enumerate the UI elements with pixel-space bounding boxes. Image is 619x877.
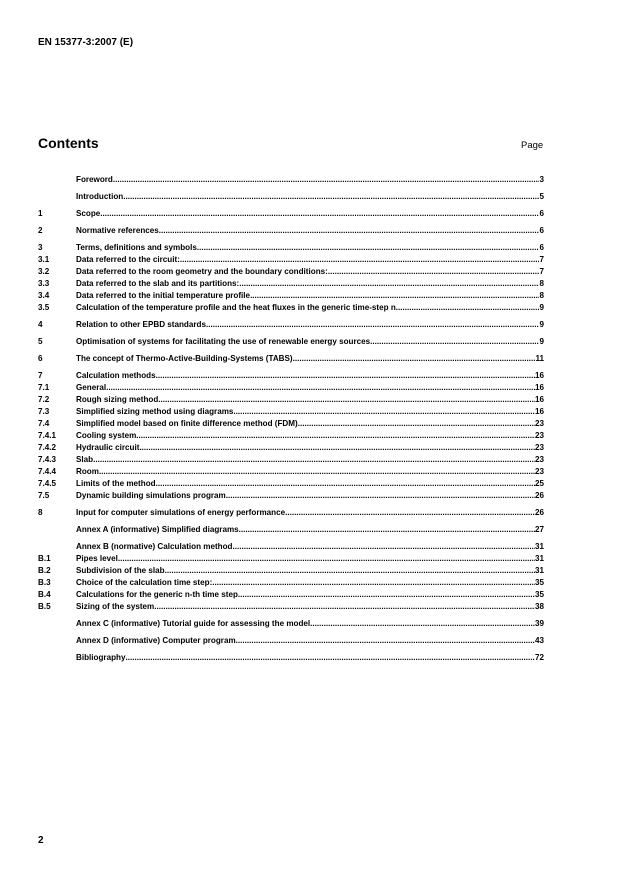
toc-dot-leader (139, 442, 535, 454)
toc-entry[interactable] (38, 478, 544, 490)
toc-entry-number: 2 (38, 226, 43, 235)
toc-dot-leader (310, 618, 535, 630)
toc-entry-page: 72 (534, 653, 544, 662)
toc-entry-title: Optimisation of systems for facilitating the use of renewable energy sources (76, 337, 371, 346)
toc-entry-number: 3.2 (38, 267, 50, 276)
toc-dot-leader (396, 302, 540, 314)
toc-entry-number: B.5 (38, 602, 51, 611)
toc-dot-leader (236, 635, 535, 647)
toc-entry[interactable] (38, 336, 544, 348)
toc-entry[interactable] (38, 442, 544, 454)
toc-entry-number: 7.4.3 (38, 455, 57, 464)
toc-entry[interactable] (38, 254, 544, 266)
toc-entry[interactable] (38, 191, 544, 203)
toc-entry[interactable] (38, 353, 544, 365)
toc-entry-title: Relation to other EPBD standards (76, 320, 206, 329)
toc-entry-number: 7.3 (38, 407, 50, 416)
toc-entry-title: Terms, definitions and symbols (76, 243, 197, 252)
toc-entry[interactable] (38, 541, 544, 553)
toc-dot-leader (370, 336, 539, 348)
toc-entry-title: Calculation methods (76, 371, 156, 380)
table-of-contents (38, 174, 544, 664)
toc-dot-leader (212, 577, 535, 589)
toc-dot-leader (239, 524, 535, 536)
toc-entry-title: Introduction (76, 192, 124, 201)
toc-entry-page: 6 (539, 209, 544, 218)
toc-entry-title: Annex D (informative) Computer program (76, 636, 236, 645)
toc-entry[interactable] (38, 418, 544, 430)
toc-dot-leader (106, 382, 535, 394)
toc-dot-leader (238, 589, 535, 601)
toc-entry-title: Simplified sizing method using diagrams (76, 407, 234, 416)
toc-entry[interactable] (38, 454, 544, 466)
toc-dot-leader (113, 174, 540, 186)
toc-entry[interactable] (38, 601, 544, 613)
toc-entry-page: 8 (539, 279, 544, 288)
toc-entry-number: 7.4.4 (38, 467, 57, 476)
toc-entry-number: 3.4 (38, 291, 50, 300)
toc-entry-page: 43 (534, 636, 544, 645)
toc-entry-number: 3.3 (38, 279, 50, 288)
toc-dot-leader (293, 353, 536, 365)
toc-entry-title: Calculations for the generic n-th time step (76, 590, 238, 599)
toc-entry-page: 16 (534, 383, 544, 392)
toc-entry[interactable] (38, 589, 544, 601)
toc-entry-number: 7.4.1 (38, 431, 57, 440)
toc-entry[interactable] (38, 290, 544, 302)
toc-entry-title: Hydraulic circuit (76, 443, 140, 452)
toc-entry-page: 31 (534, 566, 544, 575)
toc-entry-title: Room (76, 467, 99, 476)
toc-entry-page: 23 (534, 419, 544, 428)
toc-entry-page: 26 (534, 491, 544, 500)
toc-dot-leader (239, 278, 539, 290)
page-column-label: Page (521, 140, 544, 151)
toc-entry-title: Scope (76, 209, 101, 218)
toc-dot-leader (123, 191, 539, 203)
toc-entry[interactable] (38, 242, 544, 254)
toc-entry-title: Limits of the method (76, 479, 156, 488)
toc-entry-number: 1 (38, 209, 43, 218)
toc-entry-page: 35 (534, 590, 544, 599)
toc-entry-page: 7 (539, 255, 544, 264)
toc-entry[interactable] (38, 394, 544, 406)
toc-entry-title: Pipes level (76, 554, 118, 563)
toc-entry[interactable] (38, 507, 544, 519)
toc-dot-leader (118, 553, 535, 565)
toc-entry[interactable] (38, 577, 544, 589)
toc-entry-page: 16 (534, 395, 544, 404)
toc-entry-page: 16 (534, 407, 544, 416)
toc-entry-number: 7.4.5 (38, 479, 57, 488)
toc-dot-leader (226, 490, 535, 502)
toc-entry[interactable] (38, 406, 544, 418)
toc-entry[interactable] (38, 278, 544, 290)
toc-entry-number: 7 (38, 371, 43, 380)
toc-entry-page: 35 (534, 578, 544, 587)
toc-entry-title: Data referred to the initial temperature profile (76, 291, 251, 300)
toc-entry-page: 16 (534, 371, 544, 380)
toc-entry-page: 23 (534, 467, 544, 476)
toc-entry-title: Bibliography (76, 653, 126, 662)
toc-dot-leader (100, 208, 539, 220)
toc-entry-title: Foreword (76, 175, 113, 184)
toc-entry-page: 7 (539, 267, 544, 276)
toc-entry-number: 7.5 (38, 491, 50, 500)
toc-entry[interactable] (38, 618, 544, 630)
toc-entry-page: 31 (534, 542, 544, 551)
toc-entry[interactable] (38, 174, 544, 186)
toc-entry-number: 7.2 (38, 395, 50, 404)
toc-entry-title: Slab (76, 455, 94, 464)
toc-entry-number: B.3 (38, 578, 51, 587)
toc-entry[interactable] (38, 635, 544, 647)
toc-entry-number: B.1 (38, 554, 51, 563)
toc-entry-number: 6 (38, 354, 43, 363)
toc-dot-leader (180, 254, 540, 266)
toc-entry-page: 25 (534, 479, 544, 488)
toc-entry-page: 9 (539, 337, 544, 346)
toc-entry-title: Simplified model based on finite difference method (FDM) (76, 419, 298, 428)
toc-entry[interactable] (38, 382, 544, 394)
toc-entry-page: 23 (534, 455, 544, 464)
toc-dot-leader (154, 601, 535, 613)
toc-entry[interactable] (38, 430, 544, 442)
toc-entry-number: 8 (38, 508, 43, 517)
toc-entry-page: 26 (534, 508, 544, 517)
toc-entry-page: 6 (539, 243, 544, 252)
toc-entry-title: Data referred to the room geometry and the boundary conditions: (76, 267, 328, 276)
toc-entry-title: Input for computer simulations of energy performance (76, 508, 286, 517)
toc-entry[interactable] (38, 466, 544, 478)
toc-entry[interactable] (38, 565, 544, 577)
toc-entry-number: 3.1 (38, 255, 50, 264)
toc-dot-leader (328, 266, 540, 278)
toc-entry-number: 7.1 (38, 383, 50, 392)
toc-dot-leader (250, 290, 539, 302)
toc-entry-page: 38 (534, 602, 544, 611)
toc-entry-page: 23 (534, 431, 544, 440)
toc-entry-title: Subdivision of the slab (76, 566, 165, 575)
toc-entry-page: 27 (534, 525, 544, 534)
toc-dot-leader (156, 370, 535, 382)
toc-entry[interactable] (38, 208, 544, 220)
toc-entry-page: 5 (539, 192, 544, 201)
toc-dot-leader (233, 541, 535, 553)
toc-entry-page: 23 (534, 443, 544, 452)
toc-entry[interactable] (38, 553, 544, 565)
toc-dot-leader (197, 242, 540, 254)
toc-entry-number: B.4 (38, 590, 51, 599)
toc-dot-leader (165, 565, 535, 577)
toc-dot-leader (233, 406, 535, 418)
toc-dot-leader (136, 430, 535, 442)
toc-dot-leader (158, 394, 535, 406)
contents-heading: Contents (38, 135, 99, 151)
toc-dot-leader (156, 478, 535, 490)
toc-entry[interactable] (38, 319, 544, 331)
toc-entry[interactable] (38, 225, 544, 237)
toc-entry-page: 9 (539, 303, 544, 312)
toc-entry-title: Annex C (informative) Tutorial guide for assessing the model (76, 619, 311, 628)
toc-entry[interactable] (38, 524, 544, 536)
toc-entry-number: 3.5 (38, 303, 50, 312)
toc-dot-leader (99, 466, 535, 478)
toc-entry[interactable] (38, 490, 544, 502)
toc-entry-title: Sizing of the system (76, 602, 155, 611)
toc-entry-title: Normative references (76, 226, 159, 235)
toc-entry-title: Rough sizing method (76, 395, 159, 404)
toc-entry-page: 8 (539, 291, 544, 300)
toc-entry[interactable] (38, 266, 544, 278)
toc-dot-leader (285, 507, 535, 519)
toc-entry-title: Dynamic building simulations program (76, 491, 226, 500)
toc-entry-title: Choice of the calculation time step: (76, 578, 213, 587)
toc-entry-title: Calculation of the temperature profile and the heat fluxes in the generic time-step n (76, 303, 396, 312)
toc-dot-leader (298, 418, 535, 430)
toc-entry-title: General (76, 383, 107, 392)
toc-entry-title: Annex B (normative) Calculation method (76, 542, 233, 551)
toc-entry-number: 7.4 (38, 419, 50, 428)
toc-entry-title: Data referred to the circuit: (76, 255, 180, 264)
toc-entry-page: 6 (539, 226, 544, 235)
toc-entry-number: 3 (38, 243, 43, 252)
toc-entry-number: B.2 (38, 566, 51, 575)
toc-entry-number: 4 (38, 320, 43, 329)
toc-dot-leader (93, 454, 535, 466)
toc-entry-page: 31 (534, 554, 544, 563)
toc-entry-title: Annex A (informative) Simplified diagrams (76, 525, 239, 534)
toc-entry-title: Cooling system (76, 431, 137, 440)
toc-entry[interactable] (38, 302, 544, 314)
toc-entry[interactable] (38, 370, 544, 382)
toc-dot-leader (125, 652, 535, 664)
toc-entry-number: 7.4.2 (38, 443, 57, 452)
page-number: 2 (38, 835, 44, 846)
toc-entry[interactable] (38, 652, 544, 664)
document-header: EN 15377-3:2007 (E) (38, 37, 134, 48)
toc-entry-page: 39 (534, 619, 544, 628)
toc-entry-number: 5 (38, 337, 43, 346)
toc-entry-page: 9 (539, 320, 544, 329)
toc-entry-page: 3 (539, 175, 544, 184)
toc-dot-leader (159, 225, 540, 237)
toc-entry-title: The concept of Thermo-Active-Building-Systems (TABS) (76, 354, 293, 363)
toc-entry-title: Data referred to the slab and its partitions: (76, 279, 240, 288)
toc-entry-page: 11 (535, 354, 544, 363)
toc-dot-leader (206, 319, 540, 331)
